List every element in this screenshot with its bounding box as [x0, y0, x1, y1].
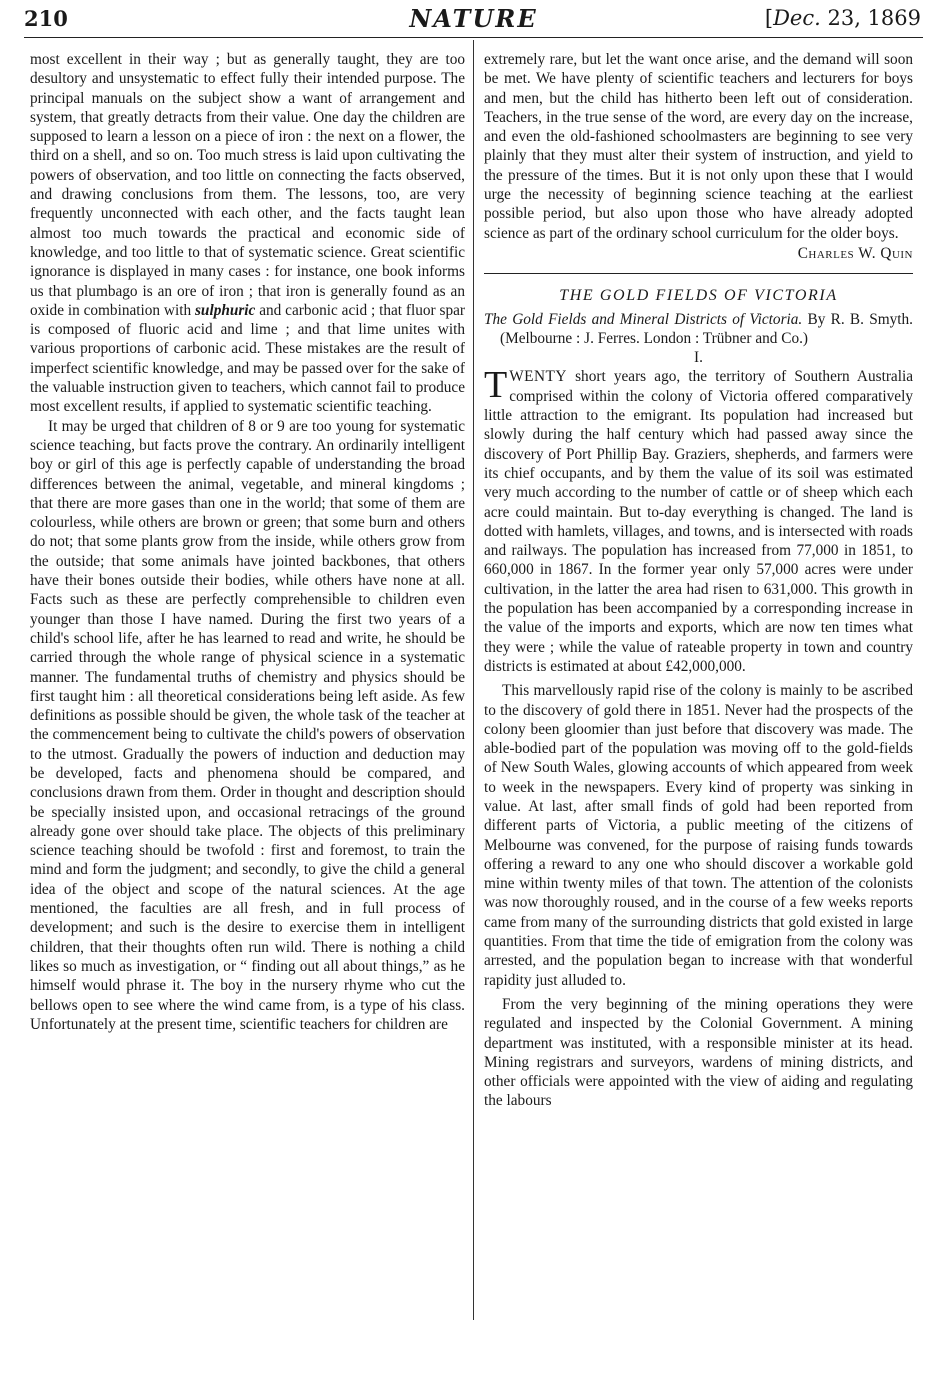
left-column	[30, 50, 465, 1034]
date-bracket: [	[764, 6, 774, 30]
paragraph	[30, 50, 465, 417]
paragraph-text: and carbonic acid ; that fluor spar is composed of fluoric acid and lime ; and that lime unites with various proportions of carbonic acid. These mistakes are the result of imperfect scientific knowledge, and may be passed over for the sake of the valuable instruction given to teachers, which cannot fail to produce most excellent results, if applied to systematic scientific teaching.	[30, 301, 465, 416]
page-header	[0, 0, 947, 40]
date-rest: 23, 1869	[820, 6, 921, 30]
paragraph-text: most excellent in their way ; but as generally taught, they are too desultory and unsystematic to effect fully their intended purpose. The principal manuals on the subject show a want of arrangement and system, that greatly detracts from their value. One day the children are supposed to learn a lesson on a piece of iron : the next on a flower, the third on a shell, and so on. Too much stress is laid upon cultivating the powers of observation, and too little on connecting the facts observed, and drawing conclusions from them. The lessons, too, are very frequently unconnected with each other, and the facts taught lean almost too much towards the practical and economic side of knowledge, and too little to that of systematic science. Great scientific ignorance is displayed in many cases : for instance, one book informs us that plumbago is an ore of iron ; that iron is generally found as an oxide in combination with	[30, 51, 465, 319]
right-column	[484, 50, 913, 1111]
paragraph: From the very beginning of the mining operations they were regulated and inspected by the Colonial Government. A mining department was instituted, with a responsible minister at its head. Mining registrars and surveyors, wardens of mining districts, and other officials were appointed with the view of aiding and regulating the labours	[484, 995, 913, 1110]
italic-term: sulphuric	[194, 301, 256, 319]
book-title: The Gold Fields and Mineral Districts of Victoria.	[484, 310, 803, 328]
issue-date	[765, 6, 921, 30]
book-reference	[484, 310, 913, 349]
column-divider	[473, 40, 474, 1320]
paragraph: extremely rare, but let the want once arise, and the demand will soon be met. We have plenty of scientific teachers and lecturers for boys and men, but the child has hitherto been left out of consideration. Teachers, in the true sense of the word, are every day on the increase, and even the old-fashioned schoolmasters are beginning to see very plainly that they must alter their system of instruction, and yield to the pressure of the times. But it is not only upon these that I would urge the necessity of beginning science teaching at the earliest possible period, but also upon those who have already adopted science as part of the ordinary school curriculum for the older boys.	[484, 51, 913, 242]
article-separator	[484, 273, 913, 274]
date-month: Dec.	[773, 6, 821, 30]
drop-cap: T	[484, 364, 508, 407]
paragraph: This marvellously rapid rise of the colony is mainly to be ascribed to the discovery of gold there in 1851. Never had the prospects of the colony been gloomier than just before that discovery was made. The able-bodied part of the population was moving off to the gold-fields of New South Wales, glowing accounts of which appeared from week to week in the newspapers. Every kind of property was sinking in value. At last, after small finds of gold had been reported from different parts of Victoria, a public meeting of the citizens of Melbourne was convened, for the purpose of raising funds towards offering a reward to any one who should discover a workable gold mine within twenty miles of that town. The attention of the colonists was now thoroughly roused, and in the course of a few weeks reports came from many of the surrounding districts that gold existed in large quantities. From that time the tide of emigration from the colony was arrested, and the population began to increase with that wonderful rapidity just alluded to.	[484, 682, 913, 989]
author-signature: Charles W. Quin	[797, 244, 913, 262]
paragraph: It may be urged that children of 8 or 9 are too young for systematic science teaching, but facts prove the contrary. An ordinarily intelligent boy or girl of this age is perfectly capable of understanding the broad differences between the animal, vegetable, and mineral kingdoms ; that there are more gases than one in the world; that some of them are colourless, while others are brown or green; that some burn and others do not; that some plants grow from the inside, while others grow from the outside; that some animals have jointed backbones, that others have their bones outside their bodies, while others have none at all. Facts such as these are perfectly comprehensible to children even younger than those I have named. During the first two years of a child's school life, after he has learned to read and write, he should be carried through the whole range of physical science in a systematic manner. The fundamental truths of chemistry and physics should be first taught him : all theoretical considerations being left aside. As few definitions as possible should be given, the whole task of the teacher at the commencement being to cultivate the child's powers of observation to the utmost. Gradually the powers of induction and deduction may be developed, facts and phenomena should be compared, and conclusions drawn from them. Order in thought and description should be specially insisted upon, and occasional retracings of the ground already gone over should take place. The objects of this preliminary science teaching should be twofold : first and foremost, to train the mind and form the judgment; and secondly, to give the child a general idea of the object and scope of the natural sciences. At the age mentioned, the faculties are all fresh, and in full process of development; and such is the desire to exercise them in intelligent children, that their thoughts often run wild. There is nothing a child likes so much as investigation, or “ finding out all about things,” as he himself would phrase it. The boy in the nursery rhyme who cut the bellows open to see where the wind came from, is a type of his class. Unfortunately at the present time, scientific teachers for children are	[30, 417, 465, 1033]
book-details: By R. B. Smyth. (Melbourne : J. Ferres. London : Trübner and Co.)	[500, 310, 914, 347]
paragraph-text: short years ago, the territory of Southern Australia comprised within the colony of Victoria offered comparatively little attraction to the emigrant. Its population had increased but slowly during the half century which had passed away since the discovery of Port Phillip Bay. Graziers, shepherds, and farmers were its chief occupants, and by them the value of its soil was estimated very much according to the number of cattle or of sheep which each acre could maintain. But to-day everything is changed. The land is dotted with hamlets, villages, and towns, and is intersected with roads and railways. The population has increased from 77,000 in 1851, to 660,000 in 1867. In the former year only 57,000 acres were under cultivation, in the latter the area had risen to 631,000. This growth in the population has been accompanied by a corresponding increase in the value of the imports and exports, which are now ten times what they were ; while the value of rateable property in town and country districts is estimated at about £42,000,000.	[484, 368, 913, 675]
page-number: 210	[24, 6, 68, 31]
paragraph	[484, 364, 913, 676]
header-rule	[24, 37, 923, 38]
part-number: I.	[694, 349, 703, 367]
journal-title: NATURE	[409, 4, 538, 33]
article-title: THE GOLD FIELDS OF VICTORIA	[559, 287, 838, 305]
first-word: WENTY	[509, 368, 567, 386]
